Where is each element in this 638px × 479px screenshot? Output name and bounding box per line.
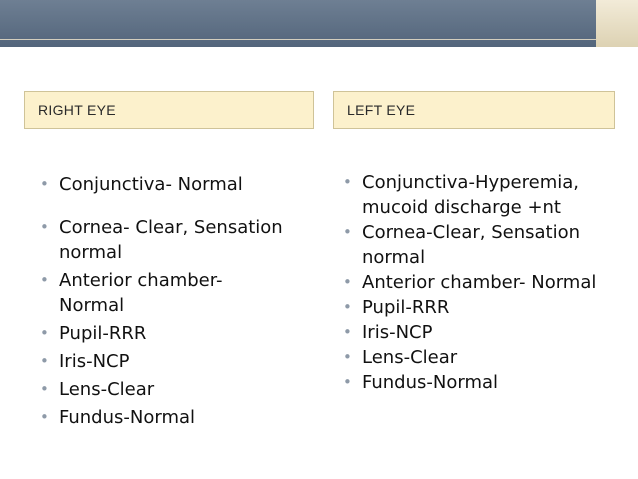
list-item [38, 268, 288, 318]
right-eye-findings-list [38, 172, 288, 433]
list-item [341, 320, 616, 345]
right-eye-header-label: RIGHT EYE [38, 102, 116, 118]
left-eye-header [333, 91, 615, 129]
finding-text: Lens-Clear [362, 347, 458, 368]
bullet-icon: • [343, 323, 352, 341]
bullet-icon: • [343, 223, 352, 241]
finding-text: Anterior chamber- Normal [362, 272, 597, 293]
list-item [38, 215, 288, 265]
list-item [38, 172, 288, 197]
finding-text: Cornea-Clear, Sensation normal [362, 222, 580, 268]
finding-text: Pupil-RRR [59, 323, 147, 344]
finding-text: Fundus-Normal [59, 407, 196, 428]
bullet-icon: • [343, 373, 352, 391]
finding-text: Cornea- Clear, Sensation normal [59, 217, 283, 263]
list-item [341, 370, 616, 395]
bullet-icon: • [343, 273, 352, 291]
list-item [341, 170, 616, 220]
bullet-icon: • [40, 352, 49, 370]
list-item [341, 345, 616, 370]
finding-text: Iris-NCP [59, 351, 130, 372]
list-item [341, 220, 616, 270]
left-eye-header-label: LEFT EYE [347, 102, 416, 118]
bullet-icon: • [40, 218, 49, 236]
bullet-icon: • [40, 271, 49, 289]
bullet-icon: • [40, 380, 49, 398]
list-item [341, 270, 616, 295]
finding-text: Conjunctiva-Hyperemia, mucoid discharge +nt [362, 172, 579, 218]
finding-text: Iris-NCP [362, 322, 433, 343]
right-eye-header [24, 91, 314, 129]
title-bar-accent [596, 0, 638, 47]
bullet-icon: • [40, 324, 49, 342]
list-item [341, 295, 616, 320]
list-item [38, 377, 288, 402]
left-eye-findings-list [341, 170, 616, 395]
finding-text: Lens-Clear [59, 379, 155, 400]
list-item [38, 321, 288, 346]
finding-text: Pupil-RRR [362, 297, 450, 318]
bullet-icon: • [343, 173, 352, 191]
bullet-icon: • [343, 348, 352, 366]
finding-text: Conjunctiva- Normal [59, 174, 243, 195]
bullet-icon: • [40, 408, 49, 426]
bullet-icon: • [40, 175, 49, 193]
list-item [38, 405, 288, 430]
list-item [38, 349, 288, 374]
bullet-icon: • [343, 298, 352, 316]
finding-text: Fundus-Normal [362, 372, 499, 393]
finding-text: Anterior chamber- Normal [59, 270, 223, 316]
title-bar-rule [0, 39, 596, 40]
